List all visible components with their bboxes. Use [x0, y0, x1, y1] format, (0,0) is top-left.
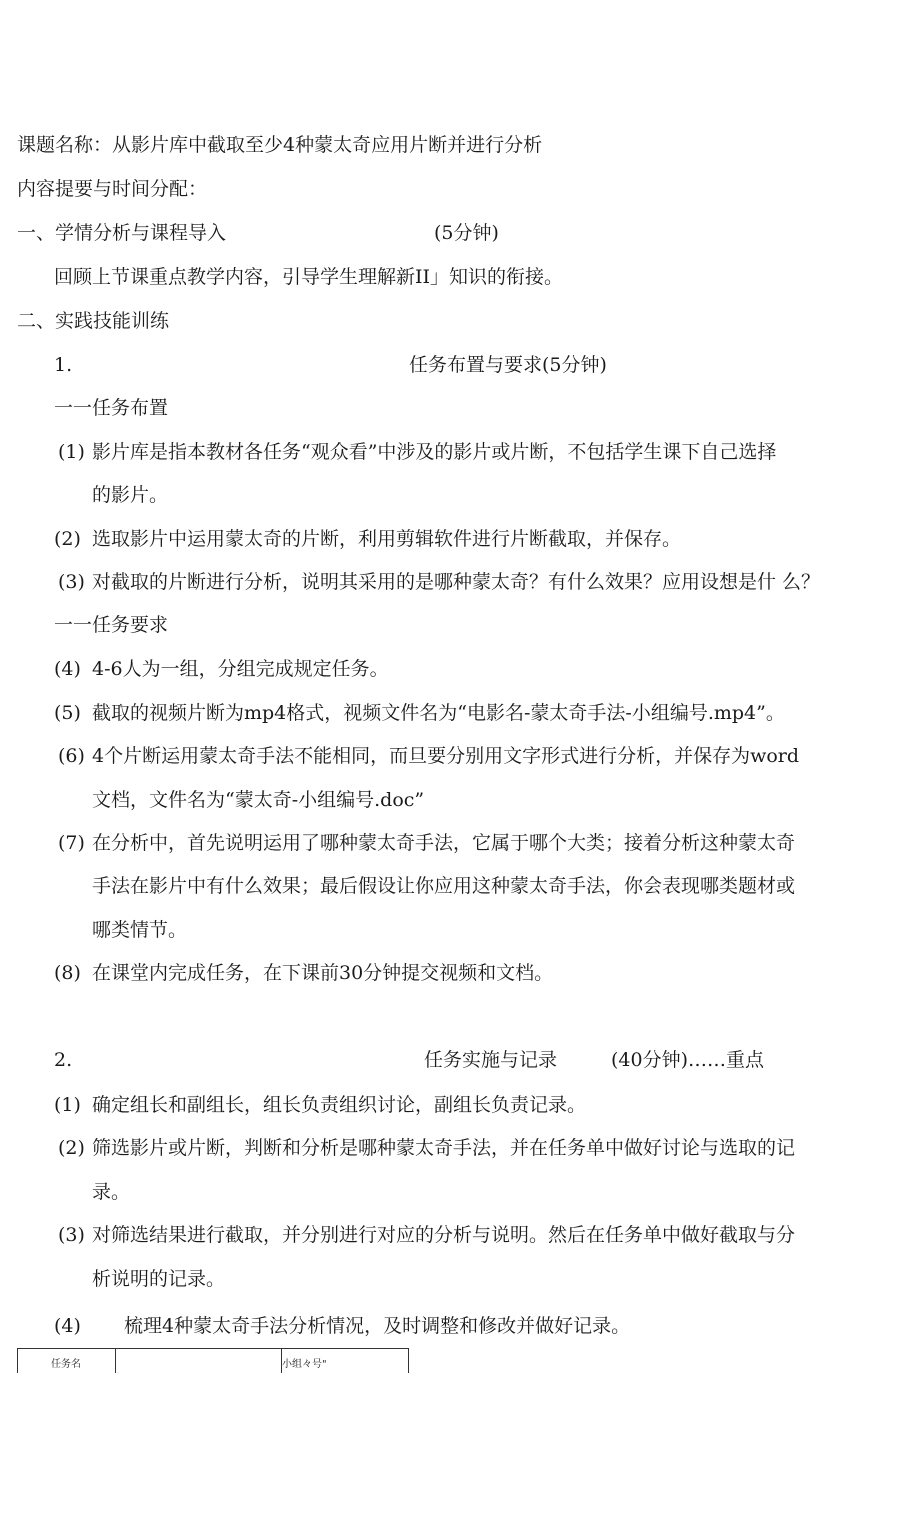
list-item-text: 的影片。: [92, 484, 169, 506]
list-item-number: (5): [54, 702, 81, 724]
list-item-text: 录。: [92, 1181, 131, 1203]
section1-time: (5分钟): [434, 222, 499, 244]
list-item-number: (3): [58, 1224, 85, 1246]
list-item-text: 手法在影片中有什么效果；最后假设让你应用这种蒙太奇手法，你会表现哪类题材或: [92, 875, 796, 897]
list-item-text: 对截取的片断进行分析，说明其采用的是哪种蒙太奇？有什么效果？应用设想是什 么？: [92, 571, 821, 593]
list-item-text: 析说明的记录。: [92, 1268, 226, 1290]
list-item-number: (4): [54, 658, 81, 680]
list-item-text: 在分析中，首先说明运用了哪种蒙太奇手法，它属于哪个大类；接着分析这种蒙太奇: [92, 832, 796, 854]
list-item-number: (3): [58, 571, 85, 593]
part1-number: 1.: [54, 354, 73, 376]
list-item-text: 在课堂内完成任务，在下课前30分钟提交视频和文档。: [92, 962, 554, 984]
list-item-text: 对筛选结果进行截取，并分别进行对应的分析与说明。然后在任务单中做好截取与分: [92, 1224, 796, 1246]
list-item-text: 哪类情节。: [92, 919, 188, 941]
outline-label: 内容提要与时间分配：: [17, 178, 208, 200]
part2-time: (40分钟)……重点: [611, 1049, 765, 1071]
list-item-number: (4): [54, 1315, 81, 1337]
list-item-text: 梳理4种蒙太奇手法分析情况，及时调整和修改并做好记录。: [124, 1315, 631, 1337]
list-item-text: 影片库是指本教材各任务“观众看”中涉及的影片或片断，不包括学生课下自己选择: [92, 441, 777, 463]
section1-body: 回顾上节课重点教学内容，引导学生理解新II」知识的衔接。: [54, 266, 564, 288]
list-item-number: (6): [58, 745, 85, 767]
course-title: 课题名称：从影片库中截取至少4种蒙太奇应用片断并进行分析: [17, 134, 543, 156]
section2-title: 二、实践技能训练: [17, 310, 170, 332]
task-name-label: 任务名: [18, 1349, 116, 1373]
task-table: [17, 1348, 409, 1373]
list-item-text: 4个片断运用蒙太奇手法不能相同，而旦要分别用文字形式进行分析，并保存为word: [92, 745, 800, 767]
section1-title: 一、学情分析与课程导入: [17, 222, 227, 244]
list-item-number: (7): [58, 832, 85, 854]
list-item-number: (1): [58, 441, 85, 463]
list-item-number: (8): [54, 962, 81, 984]
list-item-number: (2): [58, 1137, 85, 1159]
list-item-text: 筛选影片或片断，判断和分析是哪种蒙太奇手法，并在任务单中做好讨论与选取的记: [92, 1137, 796, 1159]
list-item-text: 4-6人为一组，分组完成规定任务。: [92, 658, 389, 680]
list-item-number: (2): [54, 528, 81, 550]
list-item-text: 截取的视频片断为mp4格式，视频文件名为“电影名-蒙太奇手法-小组编号.mp4”。: [92, 702, 785, 724]
requirement-heading: 一一任务要求: [54, 614, 169, 636]
group-number-label: 小组々号": [282, 1349, 409, 1373]
part2-number: 2.: [54, 1049, 73, 1071]
task-name-value: [116, 1349, 282, 1373]
part1-title: 任务布置与要求(5分钟): [409, 354, 607, 376]
arrangement-heading: 一一任务布置: [54, 397, 169, 419]
list-item-number: (1): [54, 1094, 81, 1116]
list-item-text: 选取影片中运用蒙太奇的片断，利用剪辑软件进行片断截取，并保存。: [92, 528, 682, 550]
list-item-text: 确定组长和副组长，组长负责组织讨论，副组长负责记录。: [92, 1094, 587, 1116]
list-item-text: 文档，文件名为“蒙太奇-小组编号.doc”: [92, 789, 425, 811]
part2-title: 任务实施与记录: [424, 1049, 558, 1071]
